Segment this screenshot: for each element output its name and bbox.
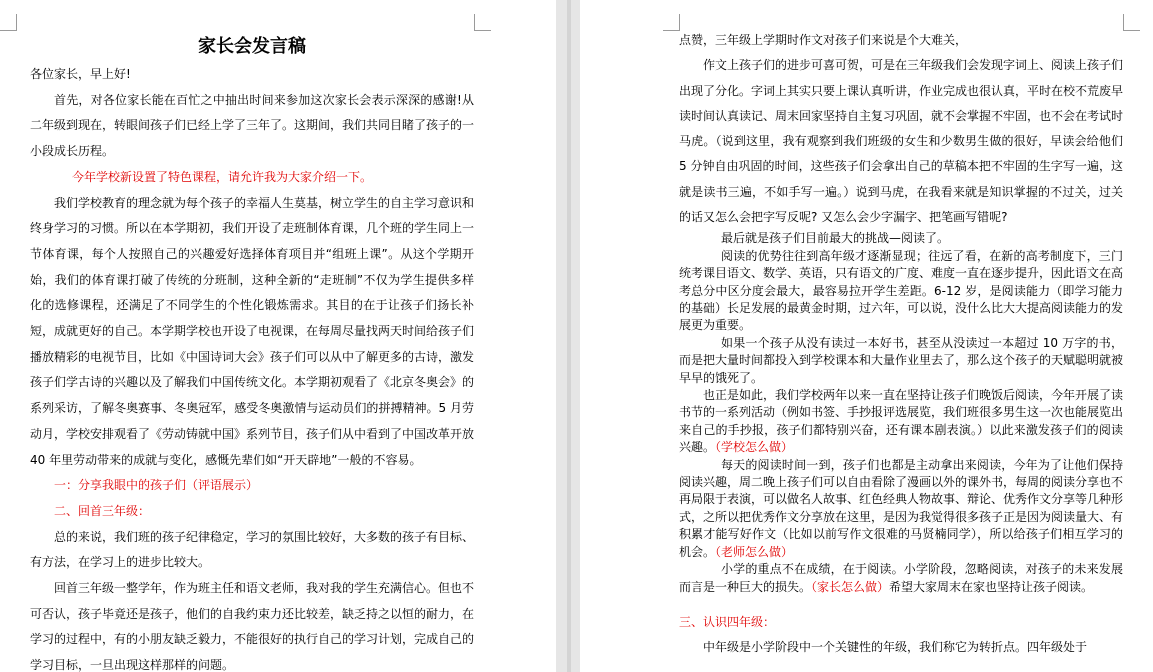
paragraph: 阅读的优势往往到高年级才逐渐显现；往远了看，在新的高考制度下，三门统考课目语文、数学、英语，只有语文的广度、难度一直在逐步提升，因此语文在高考总分中区分度会最大，最容易拉开学生差距。6-12 岁，是阅读能力（即学习能力的基础）长足发展的最黄金时期，过六年，可以说，没什么比大大提高阅读能力的发展更为重要。: [679, 248, 1124, 333]
red-annotation: （学校怎么做）: [715, 440, 794, 455]
paragraph: [679, 561, 1123, 596]
paragraph: 我们学校教育的理念就为每个孩子的幸福人生莫基，树立学生的自主学习意识和终身学习的习惯。所以在本学期初，我们开设了走班制体育课，几个班的学生同上一节体育课，每个人按照自己的兴趣爱好选择体育项目并“组班上课”。从这个学期开始，我们的体育课打破了传统的分班制，这种全新的“走班制”不仅为学生提供多样化的选修课程，还满足了不同学生的个性化锻炼需求。其目的在于让孩子们扬长补短，成就更好的自己。本学期学校也开设了电视课，在每周尽量找两天时间给孩子们播放精彩的电视节目，比如《中国诗词大会》孩子们可以从中了解更多的古诗，激发孩子们学古诗的兴趣以及了解我们中国传统文化。本学期初观看了《北京冬奥会》的系列采访，了解冬奥赛事、冬奥冠军，感受冬奥激情与运动员们的拼搏精神。5 月劳动月，学校安排观看了《劳动铸就中国》系列节目，孩子们从中看到了中国改革开放 40 年里劳动带来的成就与变化，感慨先辈们如“开天辟地”一般的不容易。: [30, 195, 475, 467]
section-heading: 二、回首三年级：: [54, 503, 151, 518]
margin-corner-mark: [663, 14, 680, 31]
paragraph: 如果一个孩子从没有读过一本好书，甚至从没读过一本超过 10 万字的书，而是把大量时间都投入到学校课本和大量作业里去了，那么这个孩子的天赋聪明就被早早的饿死了。: [679, 335, 1124, 385]
blank-line: [679, 596, 1123, 610]
paragraph: 总的来说，我们班的孩子纪律稳定，学习的氛围比较好，大多数的孩子有目标、有方法，在学习上的进步比较大。: [30, 529, 475, 570]
paragraph: 中年级是小学阶段中一个关键性的年级，我们称它为转折点。四年级处于: [703, 640, 1088, 655]
paragraph: 回首三年级一整学年，作为班主任和语文老师，我对我的学生充满信心。但也不可否认，孩子毕竟还是孩子，他们的自我约束力还比较差，缺乏持之以恒的耐力，在学习的过程中，有的小朋友缺乏毅力，不能很好的执行自己的学习计划，完成自己的学习目标，一旦出现这样那样的问题。: [30, 581, 475, 672]
document-title: 家长会发言稿: [198, 36, 306, 57]
paragraph: [679, 387, 1123, 457]
red-annotation: （老师怎么做）: [715, 544, 794, 559]
paragraph: [679, 457, 1123, 561]
paragraph-text: 每天的阅读时间一到，孩子们也都是主动拿出来阅读，今年为了让他们保持阅读兴趣，周二晚上孩子们可以自由看除了漫画以外的课外书，每周的阅读分享也不再局限于表演，可以做名人故事、红色经典人物故事、辩论、优秀作文分享等几种形式，之所以把优秀作文分享放在这里，是因为我觉得很多孩子正是因为阅读量大、有积累才能写好作文（比如以前写作文很难的马贤楠同学），所以给孩子们相互学习的机会。: [679, 457, 1124, 559]
red-annotation: （家长怎么做）: [811, 579, 890, 594]
document-page-left: [0, 0, 556, 672]
page-content: [30, 32, 474, 672]
document-page-right: [580, 0, 1153, 672]
greeting: 各位家长，早上好!: [30, 67, 131, 81]
paragraph-text: 小学的重点不在成绩，在于阅读。小学阶段，忽略阅读，对孩子的未来发展而言是一种巨大的损失。: [679, 562, 1123, 594]
section-heading: 三、认识四年级：: [679, 614, 776, 629]
margin-corner-mark: [474, 14, 491, 31]
paragraph: 首先，对各位家长能在百忙之中抽出时间来参加这次家长会表示深深的感谢!从二年级到现在，转眼间孩子们已经上学了三年了。这期间，我们共同目睹了孩子的一小段成长历程。: [30, 92, 475, 159]
section-heading: 一：分享我眼中的孩子们（评语展示）: [54, 478, 259, 493]
paragraph-text: 希望大家周末在家也坚持让孩子阅读。: [889, 579, 1094, 594]
red-highlight-text: 今年学校新设置了特色课程，请允许我为大家介绍一下。: [72, 169, 373, 184]
paragraph: 点赞，三年级上学期时作文对孩子们来说是个大难关，: [679, 33, 968, 47]
page-gap: [567, 0, 571, 672]
page-content: [679, 28, 1123, 661]
margin-corner-mark: [0, 14, 17, 31]
paragraph: 最后就是孩子们目前最大的挑战—阅读了。: [721, 231, 950, 246]
paragraph-text: 也正是如此，我们学校两年以来一直在坚持让孩子们晚饭后阅读，今年开展了读书节的一系列活动（例如书签、手抄报评选展览，我们班很多男生这一次也能展览出来自己的手抄报，孩子们都特别兴奋，还有课本剧表演。）以此来激发孩子们的阅读兴趣。: [679, 388, 1124, 455]
margin-corner-mark: [1123, 14, 1140, 31]
paragraph: 作文上孩子们的进步可喜可贺，可是在三年级我们会发现字词上、阅读上孩子们出现了分化。字词上其实只要上课认真听讲，作业完成也很认真，平时在校不荒废早读时间认真读记、周末回家坚持自主复习巩固，就不会掌握不牢固，也不会在考试时马虎。（说到这里，我有观察到我们班级的女生和少数男生做的很好，早读会给他们 5 分钟自由巩固的时间，这些孩子们会拿出自己的草稿本把不牢固的生字写一遍，这就是读书三遍，不如手写一遍。）说到马虎，在我看来就是知识掌握的不过关，过关的话又怎么会把字写反呢? 又怎么会少字漏字、把笔画写错呢?: [679, 58, 1124, 225]
